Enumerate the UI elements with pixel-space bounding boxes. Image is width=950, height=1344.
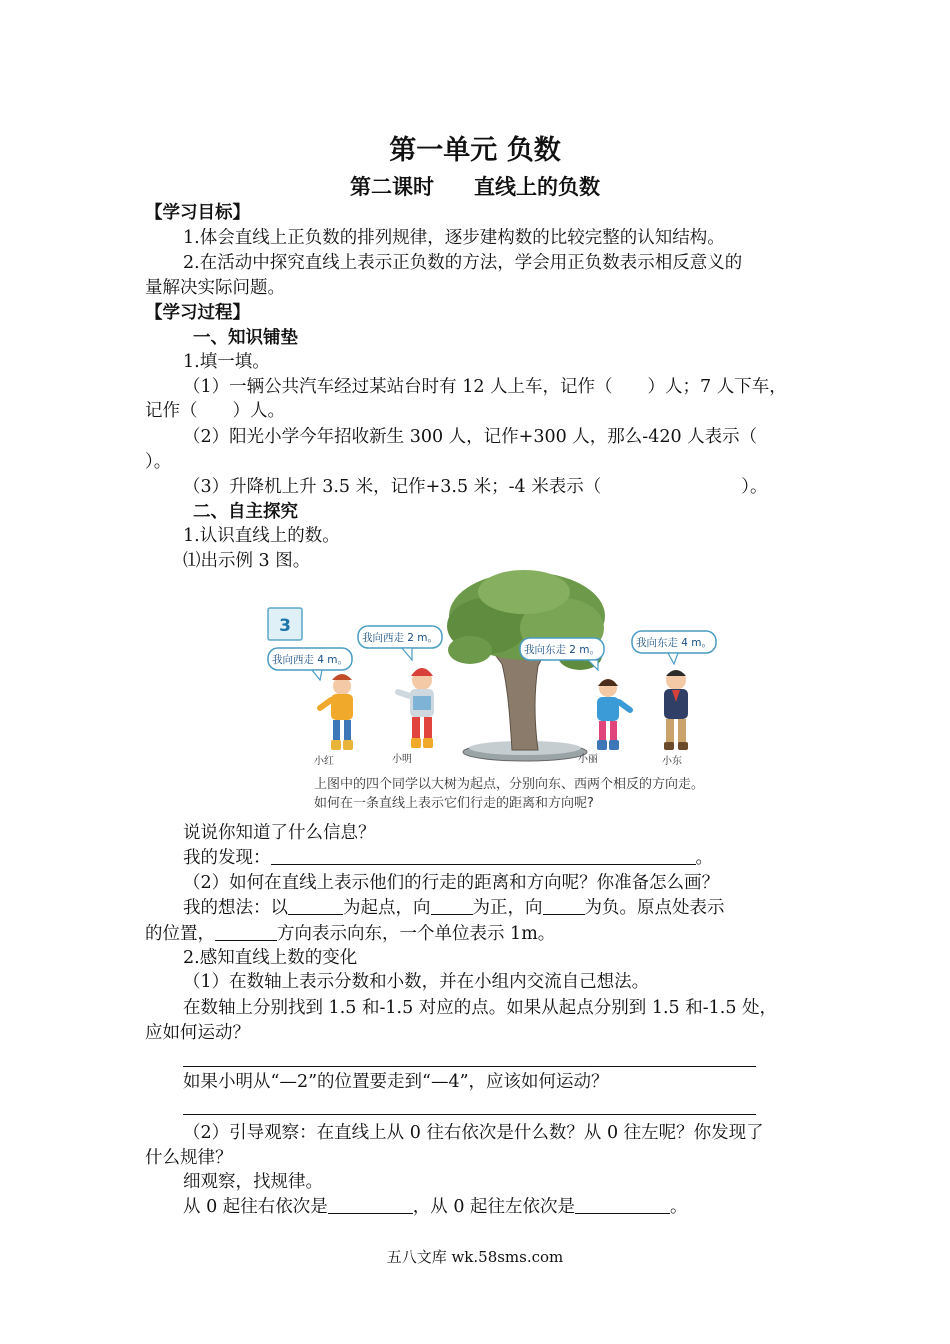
question-3: （3）升降机上升 3.5 米，记作+3.5 米；-4 米表示（ ）。 (183, 477, 768, 497)
footer-watermark: 五八文库 wk.58sms.com (386, 1248, 564, 1266)
bubble-text-4: 我向东走 4 m。 (635, 637, 713, 649)
child-xiaodong (664, 670, 688, 750)
left-sequence-blank[interactable] (575, 1195, 670, 1214)
idea-text-1: 我的想法：以 (183, 898, 288, 918)
example-number: 3 (279, 616, 291, 636)
question-1-line-1: （1）一辆公共汽车经过某站台时有 12 人上车，记作（ ）人；7 人下车， (183, 377, 787, 397)
idea-line-1 (183, 896, 725, 920)
lesson-title: 直线上的负数 (474, 175, 600, 199)
name-xiaoming: 小明 (392, 754, 412, 765)
question-2-line-2: ）。 (145, 452, 172, 472)
speech-bubble-2 (358, 626, 442, 660)
idea-text-4: 为负。原点处表示 (584, 898, 725, 918)
idea-text-5: 的位置， (145, 924, 215, 944)
origin-blank[interactable] (288, 896, 343, 915)
figure-caption-2: 如何在一条直线上表示它们行走的距离和方向呢? (314, 796, 594, 811)
idea-text-2: 为起点，向 (343, 898, 431, 918)
observation-line-1: （2）引导观察：在直线上从 0 往右依次是什么数？从 0 往左呢？你发现了 (183, 1123, 764, 1143)
lesson-number: 第二课时 (350, 175, 434, 199)
child-xiaohong (320, 674, 353, 750)
fill-in-heading: 1.填一填。 (183, 352, 270, 372)
right-sequence-blank[interactable] (328, 1195, 413, 1214)
discovery-end: 。 (695, 848, 713, 868)
negative-direction-blank[interactable] (543, 896, 585, 915)
xiaoming-question: 如果小明从“—2”的位置要走到“—4”，应该如何运动？ (183, 1072, 609, 1092)
question-how-to-draw: （2）如何在直线上表示他们的行走的距离和方向呢？你准备怎么画？ (183, 873, 720, 893)
say-info-prompt: 说说你知道了什么信息？ (183, 823, 376, 843)
discovery-label: 我的发现： (183, 848, 271, 868)
subsection-2: 2.感知直线上数的变化 (183, 948, 358, 968)
goal-2-line-1: 2.在活动中探究直线上表示正负数的方法，学会用正负数表示相反意义的 (183, 253, 743, 273)
idea-line-2 (145, 922, 555, 946)
section-2-heading: 二、自主探究 (193, 502, 298, 522)
discovery-line (183, 846, 713, 870)
observation-line-2: 什么规律？ (145, 1148, 233, 1168)
bubble-text-2: 我向西走 2 m。 (361, 632, 439, 644)
idea-text-6: 方向表示向东，一个单位表示 1m。 (277, 924, 556, 944)
example-number-badge (268, 608, 302, 640)
name-xiaoli: 小丽 (578, 754, 598, 765)
example-prompt: ⑴出示例 3 图。 (183, 551, 311, 571)
movement-question-line-1: 在数轴上分别找到 1.5 和-1.5 对应的点。如果从起点分别到 1.5 和-1.5 处， (183, 998, 778, 1018)
goal-2-line-2: 量解决实际问题。 (145, 278, 285, 298)
section-1-heading: 一、知识铺垫 (193, 328, 298, 348)
speech-bubble-4 (632, 631, 716, 664)
fractions-decimals-task: （1）在数轴上表示分数和小数，并在小组内交流自己想法。 (183, 972, 650, 992)
example-3-figure (262, 568, 732, 818)
positive-direction-blank[interactable] (431, 896, 473, 915)
tree-illustration (447, 570, 605, 761)
pattern-text-1: 从 0 起往右依次是 (183, 1197, 328, 1217)
pattern-line (183, 1195, 688, 1219)
subsection-1: 1.认识直线上的数。 (183, 526, 340, 546)
find-pattern: 细观察，找规律。 (183, 1172, 323, 1192)
question-2-line-1: （2）阳光小学今年招收新生 300 人，记作+300 人，那么-420 人表示（ (183, 427, 758, 447)
name-xiaodong: 小东 (662, 756, 682, 767)
pattern-text-2: ，从 0 起往左依次是 (412, 1197, 576, 1217)
movement-question-line-2: 应如何运动？ (145, 1023, 250, 1043)
page-title: 第一单元 负数 (389, 135, 561, 166)
child-xiaoli (597, 679, 630, 750)
figure-caption-1: 上图中的四个同学以大树为起点，分别向东、西两个相反的方向走。 (314, 777, 705, 792)
direction-blank[interactable] (215, 922, 277, 941)
bubble-text-3: 我向东走 2 m。 (523, 644, 601, 656)
pattern-text-3: 。 (670, 1197, 688, 1217)
answer-line-1[interactable] (183, 1066, 756, 1067)
question-1-line-2: 记作（ ）人。 (145, 401, 285, 421)
child-xiaoming (398, 668, 434, 748)
name-xiaohong: 小红 (314, 756, 334, 767)
page-subtitle (0, 173, 950, 201)
goals-heading: 【学习目标】 (145, 203, 250, 223)
answer-line-2[interactable] (183, 1114, 756, 1115)
bubble-text-1: 我向西走 4 m。 (271, 654, 349, 666)
example-3-illustration (262, 568, 732, 768)
process-heading: 【学习过程】 (145, 303, 250, 323)
idea-text-3: 为正，向 (472, 898, 543, 918)
goal-1: 1.体会直线上正负数的排列规律，逐步建构数的比较完整的认知结构。 (183, 228, 725, 248)
discovery-blank[interactable] (271, 846, 696, 865)
